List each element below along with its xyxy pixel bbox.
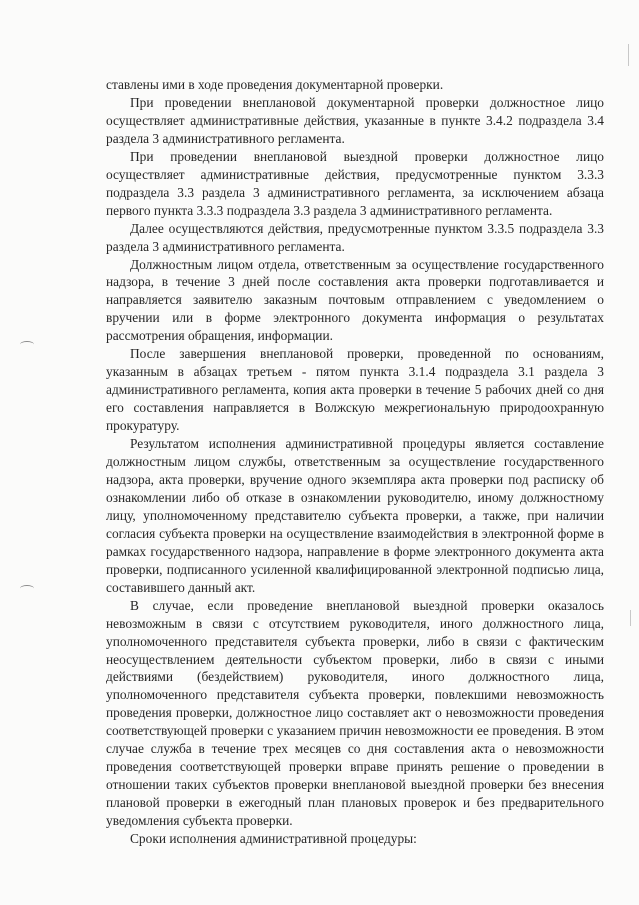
scan-edge-mark [628,44,629,66]
document-body [106,76,604,848]
paragraph-onsite-check: При проведении внеплановой выездной проверки должностное лицо осуществляет административные действия, предусмотренные пунктом 3.3.3 подраздела 3.3 раздела 3 административного регламента, за исключением абзаца первого пункта 3.3.3 подраздела 3.3 раздела 3 административного регламента. [106,148,604,218]
paragraph-impossibility: В случае, если проведение внеплановой выездной проверки оказалось невозможным в связи с отсутствием руководителя, иного должностного лица, уполномоченного представителя субъекта проверки, либо в связи с фактическим неосуществлением деятельности субъектом проверки, либо в связи с иными действиями (бездействием) руководителя, иного должностного лица, уполномоченного представителя субъекта проверки, повлекшими невозможность проведения проверки, должностное лицо составляет акт о невозможности проведения соответствующей проверки с указанием причин невозможности ее проведения. В этом случае служба в течение трех месяцев со дня составления акта о невозможности проведения соответствующей проверки вправе принять решение о проведении в отношении таких субъектов проверки внеплановой выездной проверки без внесения плановой проверки в ежегодный план плановых проверок и без предварительного уведомления субъекта проверки. [106,597,604,829]
punch-hole-mark [20,585,34,592]
paragraph-documentary-check: При проведении внеплановой документарной проверки должностное лицо осуществляет административные действия, указанные в пункте 3.4.2 подраздела 3.4 раздела 3 административного регламента. [106,94,604,146]
scan-edge-mark [630,610,631,626]
paragraph-procedure-result: Результатом исполнения административной процедуры является составление должностным лицом службы, ответственным за осуществление государственного надзора, акта проверки, вручение одного экземпляра акта проверки под расписку об ознакомлении либо об отказе в ознакомлении руководителю, иному должностному лицу, уполномоченному представителю субъекта проверки, а также, при наличии согласия субъекта проверки на осуществление взаимодействия в электронной форме в рамках государственного надзора, направление в форме электронного документа акта проверки, подписанного усиленной квалифицированной электронной подписью лица, составившего данный акт. [106,436,604,595]
paragraph-notification: Должностным лицом отдела, ответственным за осуществление государственного надзора, в течение 3 дней после составления акта проверки подготавливается и направляется заявителю заказным почтовым отправлением с уведомлением о вручении или в форме электронного документа информация о результатах рассмотрения обращения, информации. [106,256,604,344]
punch-hole-mark [20,341,34,348]
paragraph-further-actions: Далее осуществляются действия, предусмотренные пунктом 3.3.5 подраздела 3.3 раздела 3 административного регламента. [106,220,604,254]
paragraph-deadlines-heading: Сроки исполнения административной процедуры: [130,831,417,847]
paragraph-continuation: ставлены ими в ходе проведения документарной проверки. [106,77,444,92]
paragraph-prosecutor-copy: После завершения внеплановой проверки, проведенной по основаниям, указанным в абзацах третьем - пятом пункта 3.1.4 подраздела 3.1 раздела 3 административного регламента, копия акта проверки в течение 5 рабочих дней со дня его составления направляется в Волжскую межрегиональную природоохранную прокуратуру. [106,346,604,434]
